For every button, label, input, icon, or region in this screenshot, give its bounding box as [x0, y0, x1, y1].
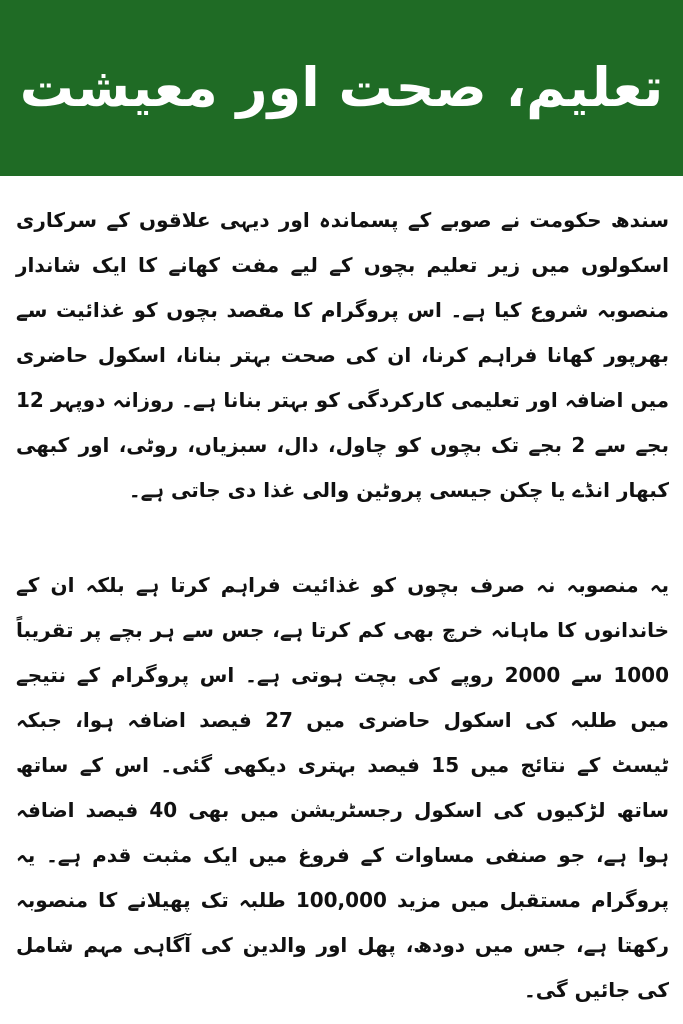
article-body [16, 198, 669, 1024]
article-paragraph-1: سندھ حکومت نے صوبے کے پسماندہ اور دیہی علاقوں کے سرکاری اسکولوں میں زیر تعلیم بچوں کے لیے مفت کھانے کا ایک شاندار منصوبہ شروع کیا ہے۔ اس پروگرام کا مقصد بچوں کو غذائیت سے بھرپور کھانا فراہم کرنا، ان کی صحت بہتر بنانا، اسکول حاضری میں اضافہ اور تعلیمی کارکردگی کو بہتر بنانا ہے۔ روزانہ دوپہر 12 بجے سے 2 بجے تک بچوں کو چاول، دال، سبزیاں، روٹی، اور کبھی کبھار انڈے یا چکن جیسی پروٹین والی غذا دی جاتی ہے۔ [16, 208, 669, 502]
page-title: تعلیم، صحت اور معیشت [19, 56, 664, 120]
article-paragraph-2: یہ منصوبہ نہ صرف بچوں کو غذائیت فراہم کرتا ہے بلکہ ان کے خاندانوں کا ماہانہ خرچ بھی کم کرتا ہے، جس سے ہر بچے پر تقریباً 1000 سے 2000 روپے کی بچت ہوتی ہے۔ اس پروگرام کے نتیجے میں طلبہ کی اسکول حاضری میں 27 فیصد اضافہ ہوا، جبکہ ٹیسٹ کے نتائج میں 15 فیصد بہتری دیکھی گئی۔ اس کے ساتھ ساتھ لڑکیوں کی اسکول رجسٹریشن میں بھی 40 فیصد اضافہ ہوا ہے، جو صنفی مساوات کے فروغ میں ایک مثبت قدم ہے۔ یہ پروگرام مستقبل میں مزید 100,000 طلبہ تک پھیلانے کا منصوبہ رکھتا ہے، جس میں دودھ، پھل اور والدین کی آگاہی مہم شامل کی جائیں گی۔ [16, 573, 670, 1002]
title-banner [0, 0, 683, 176]
